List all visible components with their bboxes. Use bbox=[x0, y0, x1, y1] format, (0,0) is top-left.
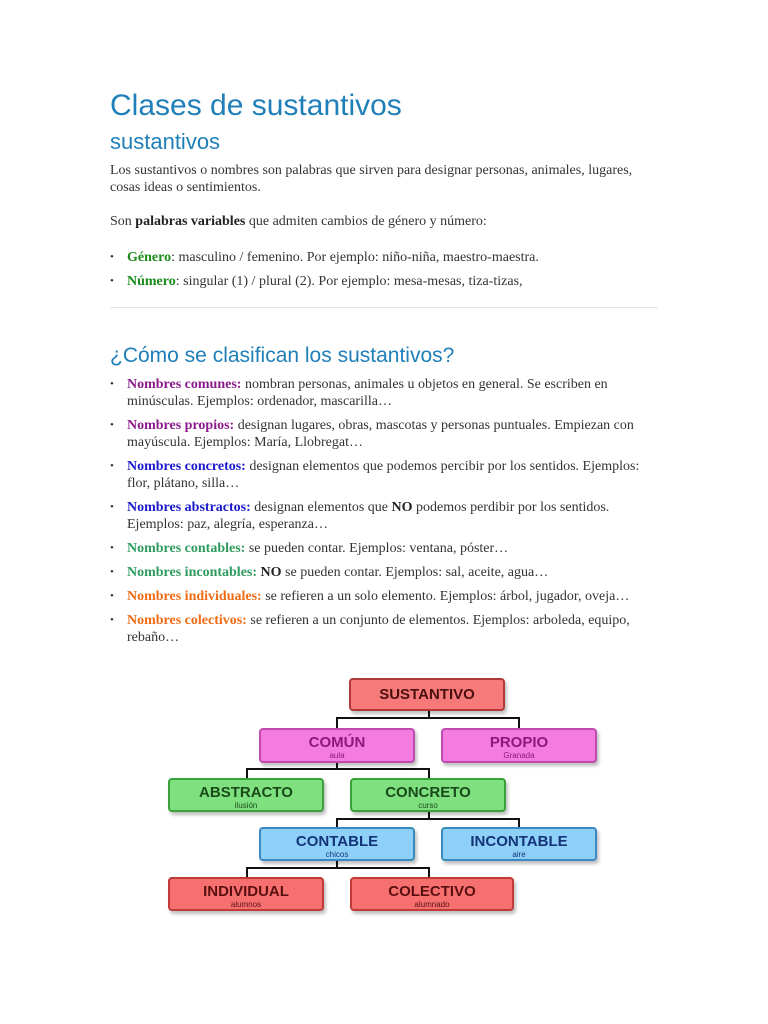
node-label: COLECTIVO bbox=[388, 883, 476, 900]
node-label: CONCRETO bbox=[385, 784, 471, 801]
node-example: Granada bbox=[503, 751, 535, 760]
list-item bbox=[110, 273, 655, 290]
list-item bbox=[110, 417, 655, 451]
node-label: ABSTRACTO bbox=[199, 784, 293, 801]
list-item bbox=[110, 458, 655, 492]
node-example: chicos bbox=[325, 850, 349, 859]
features-list bbox=[110, 249, 655, 297]
feature-text: : masculino / femenino. Por ejemplo: niño-niña, maestro-maestra. bbox=[171, 250, 539, 265]
feature-term: Género bbox=[127, 250, 172, 265]
connector-line bbox=[518, 717, 520, 728]
class-term: Nombres concretos: bbox=[127, 459, 246, 474]
class-text: designan elementos que podemos percibir por los sentidos. Ejemplos: flor, plátano, silla… bbox=[127, 459, 640, 491]
node-example: aula bbox=[329, 751, 345, 760]
variable-bold: palabras variables bbox=[135, 214, 246, 229]
class-term: Nombres propios: bbox=[127, 418, 235, 433]
node-example: curso bbox=[418, 801, 438, 810]
connector-line bbox=[246, 768, 430, 770]
class-text-bold: NO bbox=[260, 565, 282, 580]
class-term: Nombres contables: bbox=[127, 541, 246, 556]
variable-paragraph bbox=[110, 213, 655, 230]
definition-paragraph: Los sustantivos o nombres son palabras que sirven para designar personas, animales, lugares, cosas ideas o sentimientos. bbox=[110, 163, 633, 195]
list-item bbox=[110, 499, 655, 533]
class-text-post: se pueden contar. Ejemplos: sal, aceite, agua… bbox=[281, 565, 549, 580]
node-comun bbox=[259, 728, 415, 763]
node-abstracto bbox=[168, 778, 324, 812]
node-label: PROPIO bbox=[489, 734, 549, 751]
node-label: INCONTABLE bbox=[470, 833, 568, 850]
class-text: se refieren a un conjunto de elementos. Ejemplos: arboleda, equipo, rebaño… bbox=[127, 613, 630, 645]
bullet-icon: • bbox=[110, 460, 114, 472]
classification-diagram bbox=[164, 674, 604, 914]
bullet-icon: • bbox=[110, 542, 114, 554]
connector-line bbox=[428, 768, 430, 778]
bullet-icon: • bbox=[110, 566, 114, 578]
list-item bbox=[110, 612, 655, 646]
page-title: Clases de sustantivos bbox=[110, 89, 402, 122]
feature-term: Número bbox=[127, 274, 176, 289]
connector-line bbox=[336, 818, 338, 827]
class-text-post: podemos perdibir por los sentidos. Ejemplos: paz, alegría, esperanza… bbox=[127, 500, 610, 532]
bullet-icon: • bbox=[110, 251, 114, 263]
class-term: Nombres abstractos: bbox=[127, 500, 251, 515]
feature-text: : singular (1) / plural (2). Por ejemplo: mesa-mesas, tiza-tizas, bbox=[175, 274, 523, 289]
node-example: aire bbox=[512, 850, 526, 859]
list-item bbox=[110, 588, 655, 605]
section-subtitle: sustantivos bbox=[110, 129, 221, 154]
bullet-icon: • bbox=[110, 590, 114, 602]
class-text: designan lugares, obras, mascotas y personas puntuales. Empiezan con mayúscula. Ejemplos: María, Llobregat… bbox=[127, 418, 634, 450]
variable-post: que admiten cambios de género y número: bbox=[245, 214, 487, 229]
bullet-icon: • bbox=[110, 614, 114, 626]
list-item bbox=[110, 376, 655, 410]
bullet-icon: • bbox=[110, 378, 114, 390]
connector-line bbox=[246, 867, 430, 869]
connector-line bbox=[246, 867, 248, 877]
variable-pre: Son bbox=[110, 214, 136, 229]
node-example: ilusión bbox=[234, 801, 258, 810]
class-text-pre: designan elementos que bbox=[250, 500, 392, 515]
class-term: Nombres comunes: bbox=[127, 377, 242, 392]
node-sustantivo bbox=[349, 678, 505, 711]
node-label: INDIVIDUAL bbox=[203, 883, 289, 900]
connector-line bbox=[336, 717, 338, 728]
class-text: se refieren a un solo elemento. Ejemplos: árbol, jugador, oveja… bbox=[261, 589, 630, 604]
node-colectivo bbox=[350, 877, 514, 911]
list-item bbox=[110, 249, 655, 266]
connector-line bbox=[246, 768, 248, 778]
class-term: Nombres individuales: bbox=[127, 589, 262, 604]
list-item bbox=[110, 564, 655, 581]
node-label: COMÚN bbox=[308, 734, 366, 751]
list-item bbox=[110, 540, 655, 557]
class-text: se pueden contar. Ejemplos: ventana, póster… bbox=[245, 541, 509, 556]
node-example: alumnado bbox=[414, 900, 450, 909]
bullet-icon: • bbox=[110, 501, 114, 513]
classes-list bbox=[110, 376, 655, 653]
class-term: Nombres incontables: bbox=[127, 565, 258, 580]
connector-line bbox=[428, 867, 430, 877]
class-text: nombran personas, animales u objetos en general. Se escriben en minúsculas. Ejemplos: ordenador, mascarilla… bbox=[127, 377, 608, 409]
class-term: Nombres colectivos: bbox=[127, 613, 247, 628]
classification-heading: ¿Cómo se clasifican los sustantivos? bbox=[110, 344, 455, 367]
node-label: SUSTANTIVO bbox=[379, 686, 475, 703]
divider bbox=[110, 307, 658, 308]
connector-line bbox=[336, 717, 520, 719]
connector-line bbox=[518, 818, 520, 827]
node-label: CONTABLE bbox=[295, 833, 379, 850]
bullet-icon: • bbox=[110, 419, 114, 431]
bullet-icon: • bbox=[110, 275, 114, 287]
node-contable bbox=[259, 827, 415, 861]
node-incontable bbox=[441, 827, 597, 861]
node-propio bbox=[441, 728, 597, 763]
node-example: alumnos bbox=[230, 900, 262, 909]
node-concreto bbox=[350, 778, 506, 812]
class-text-bold: NO bbox=[391, 500, 413, 515]
connector-line bbox=[336, 818, 520, 820]
node-individual bbox=[168, 877, 324, 911]
